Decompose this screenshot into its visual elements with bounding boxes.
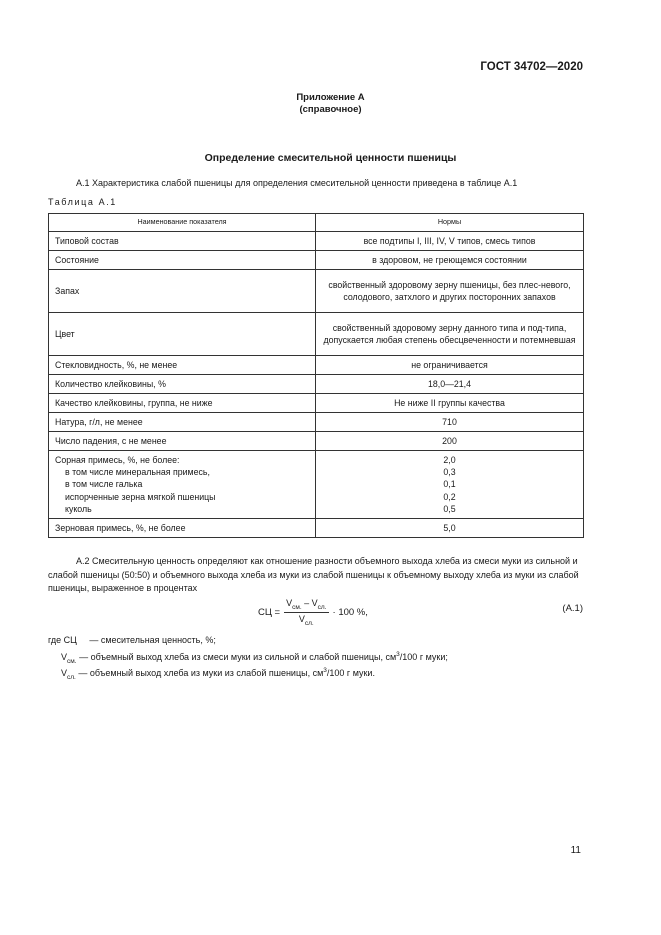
row-value: в здоровом, не греющемся состоянии [316, 251, 584, 270]
sub-item-value: 0,3 [443, 467, 456, 478]
column-header-norms: Нормы [316, 214, 584, 232]
formula-denominator: $V_{сл.}$ [298, 613, 314, 627]
weed-impurity-value: 2,0 [443, 454, 456, 465]
table-row [49, 313, 584, 356]
table-header-row [49, 214, 584, 232]
row-name: Натура, г/л, не менее [49, 413, 316, 432]
row-name: Типовой состав [49, 232, 316, 251]
row-name: Цвет [49, 313, 316, 356]
paragraph-a2: А.2 Смесительную ценность определяют как отношение разности объемного выхода хлеба из смеси муки из сильной и слабой пшеницы (50:50) и объемного выхода хлеба из муки из слабой пшеницы к объемному выходу хлеба из муки из слабой пшеницы, выраженное в процентах [48, 556, 579, 593]
row-value: свойственный здоровому зерну данного типа и под-типа, допускается любая степень обесцвеченности и потемневшая [316, 313, 584, 356]
row-name: Зерновая примесь, %, не более [49, 519, 316, 538]
table-caption: Таблица А.1 [48, 197, 117, 207]
row-name [49, 451, 316, 519]
sub-item-value: 0,5 [443, 503, 456, 514]
row-name: Количество клейковины, % [49, 375, 316, 394]
sub-item-value: 0,1 [443, 479, 456, 490]
row-name: Состояние [49, 251, 316, 270]
intro-paragraph: А.1 Характеристика слабой пшеницы для определения смесительной ценности приведена в таблице А.1 [76, 178, 518, 188]
row-name: Качество клейковины, группа, не ниже [49, 394, 316, 413]
table-row [49, 375, 584, 394]
table-row [49, 394, 584, 413]
weed-impurity-label: Сорная примесь, %, не более: [55, 454, 180, 465]
table-row [49, 413, 584, 432]
sub-item-label: куколь [65, 503, 92, 514]
table-row [49, 251, 584, 270]
table-row [49, 356, 584, 375]
column-header-name: Наименование показателя [49, 214, 316, 232]
row-name: Число падения, с не менее [49, 432, 316, 451]
row-value: Не ниже II группы качества [316, 394, 584, 413]
table-row-weed-impurity [49, 451, 584, 519]
row-value: свойственный здоровому зерну пшеницы, без плес-невого, солодового, затхлого и других посторонних запахов [316, 270, 584, 313]
table-row [49, 519, 584, 538]
table-row [49, 232, 584, 251]
row-name: Запах [49, 270, 316, 313]
row-value: 200 [316, 432, 584, 451]
row-value [316, 451, 584, 519]
definition-v-weak: $V_{сл.}$ — объемный выход хлеба из муки из слабой пшеницы, $см^3/100$ г муки. [61, 667, 375, 681]
formula-lhs: СЦ = [258, 606, 281, 618]
formula-numerator: $V_{см.} - V_{сл.}$ [286, 598, 327, 611]
appendix-title: Приложение А [296, 92, 365, 103]
definition-v-mix: $V_{см.}$ — объемный выход хлеба из смеси муки из сильной и слабой пшеницы, $см^3/100$ г муки; [61, 651, 448, 665]
row-name: Стекловидность, %, не менее [49, 356, 316, 375]
sub-item-label: в том числе галька [65, 479, 143, 490]
equation-number: (А.1) [562, 603, 583, 614]
row-value: не ограничивается [316, 356, 584, 375]
page-number: 11 [570, 845, 581, 856]
sub-item-label: в том числе минеральная примесь, [65, 467, 210, 478]
row-value: 5,0 [316, 519, 584, 538]
formula-fraction [284, 598, 328, 627]
table-row [49, 432, 584, 451]
section-title: Определение смесительной ценности пшеницы [204, 152, 457, 164]
row-value: 18,0—21,4 [316, 375, 584, 394]
standard-code: ГОСТ 34702—2020 [480, 61, 583, 73]
formula-rhs: · 100 %, [332, 606, 368, 618]
definition-sc: где СЦ — смесительная ценность, %; [48, 635, 216, 645]
formula-a1 [258, 598, 368, 627]
sub-item-label: испорченные зерна мягкой пшеницы [65, 491, 216, 502]
row-value: 710 [316, 413, 584, 432]
row-value: все подтипы I, III, IV, V типов, смесь типов [316, 232, 584, 251]
specification-table [48, 213, 584, 538]
table-row [49, 270, 584, 313]
appendix-subtitle: (справочное) [299, 104, 362, 115]
sub-item-value: 0,2 [443, 491, 456, 502]
